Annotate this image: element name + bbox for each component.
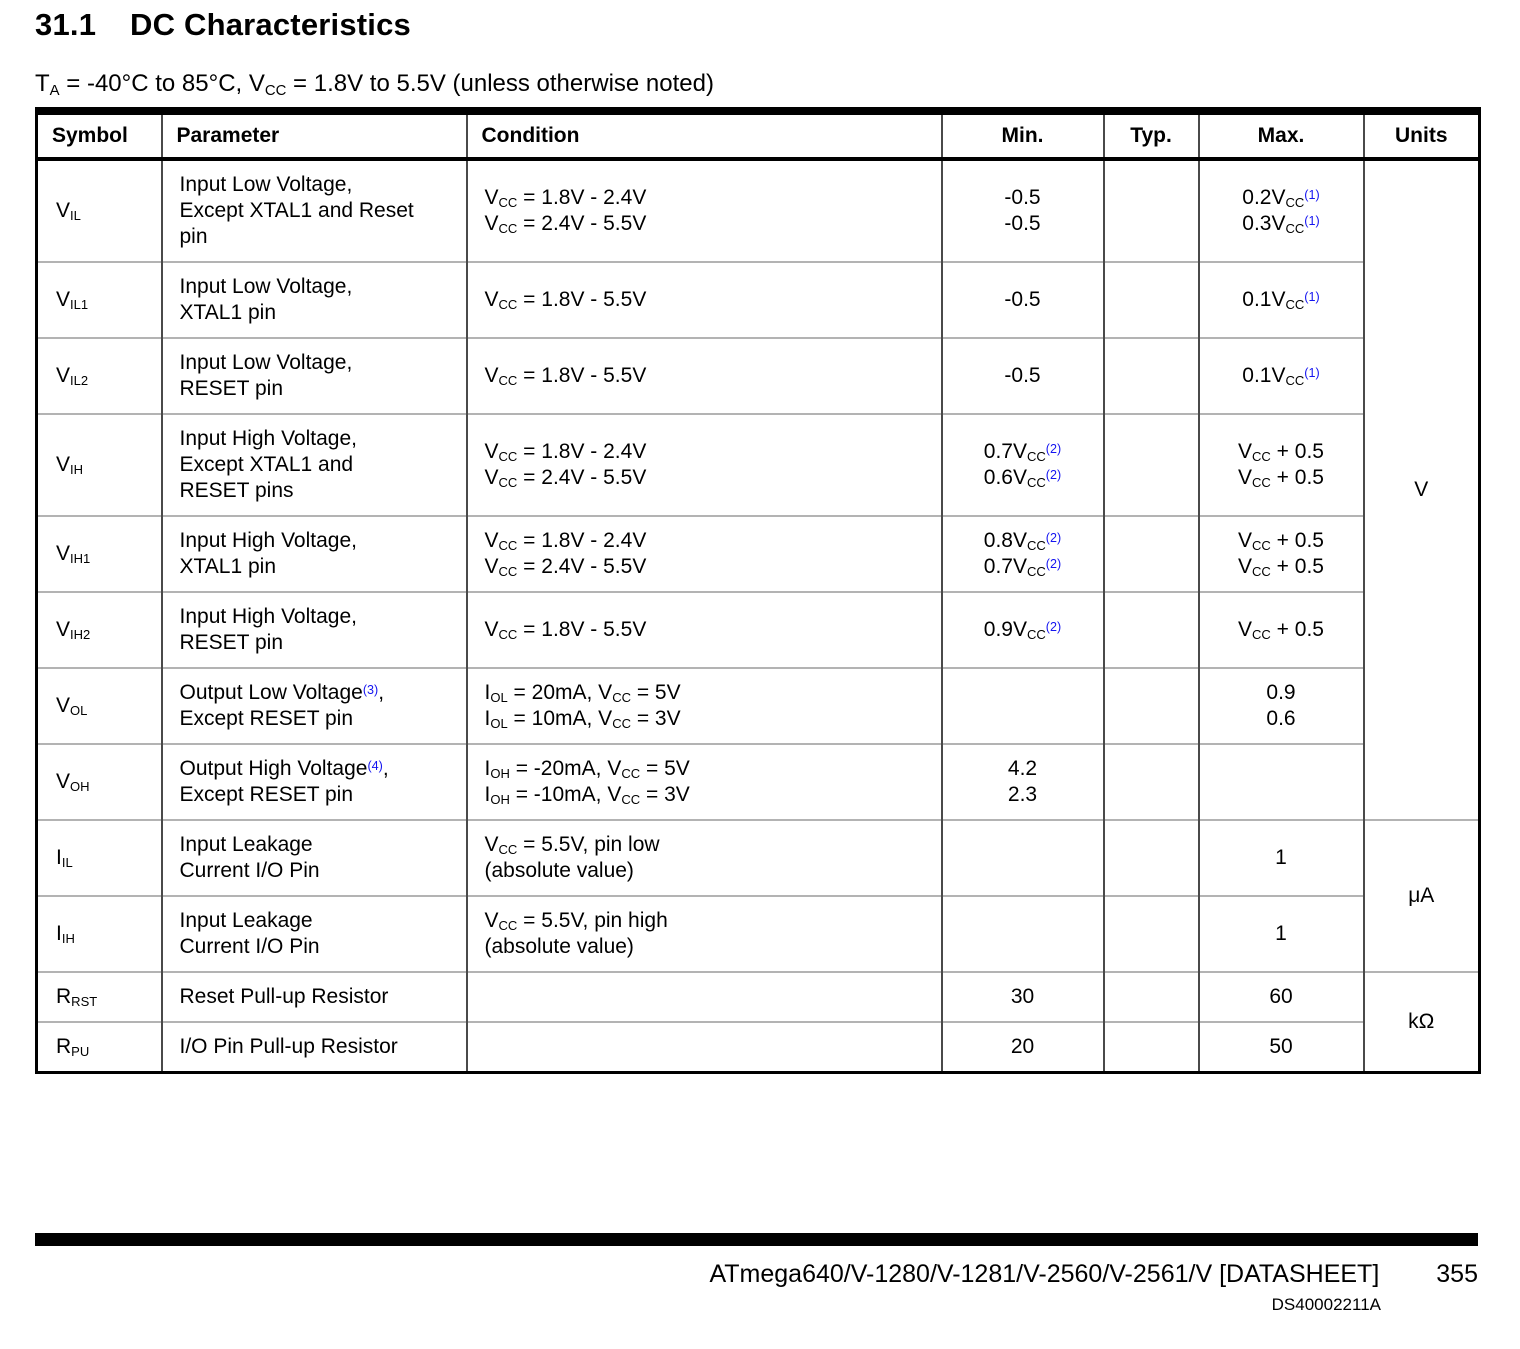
cell-condition-iih: $V_{CC} = 5.5V$, pin high (absolute value) xyxy=(467,896,942,972)
note-ref-link[interactable]: (1) xyxy=(1304,365,1320,380)
document-title: ATmega640/V-1280/V-1281/V-2560/V-2561/V [DATASHEET] xyxy=(709,1260,1380,1288)
table-row-vil2 xyxy=(37,338,1480,414)
subscript-text: IL2 xyxy=(70,373,89,389)
cell-typ-vil1 xyxy=(1104,262,1199,338)
cell-condition-vil2: $V_{CC} = 1.8V - 5.5V$ xyxy=(467,338,942,414)
table-header xyxy=(37,111,1480,159)
subscript-text: CC xyxy=(498,627,518,643)
column-header-max: Max. xyxy=(1199,111,1364,159)
cell-parameter-vil1: Input Low Voltage, XTAL1 pin xyxy=(162,262,467,338)
footer-title-line xyxy=(35,1260,1478,1289)
cell-parameter-vih2: Input High Voltage, RESET pin xyxy=(162,592,467,668)
cell-min-rrst: 30 xyxy=(942,972,1104,1022)
cell-condition-vih: $V_{CC} = 1.8V - 2.4V$ $V_{CC} = 2.4V - 5.5V$ xyxy=(467,414,942,516)
cell-typ-vih xyxy=(1104,414,1199,516)
subscript-text: CC xyxy=(498,538,518,554)
subscript-text: CC xyxy=(498,195,518,211)
section-heading xyxy=(35,7,1478,43)
cell-symbol-iih: $I_{IH}$ xyxy=(37,896,162,972)
subscript-text: IL1 xyxy=(70,297,89,313)
subscript-text: CC xyxy=(1026,538,1046,554)
cell-condition-vih1: $V_{CC} = 1.8V - 2.4V$ $V_{CC} = 2.4V - 5.5V$ xyxy=(467,516,942,592)
cell-parameter-vih: Input High Voltage, Except XTAL1 and RESET pins xyxy=(162,414,467,516)
table-row-vih xyxy=(37,414,1480,516)
note-ref-link[interactable]: (3) xyxy=(362,682,379,697)
subscript-text: OL xyxy=(70,703,88,719)
subscript-text: CC xyxy=(1252,564,1271,580)
cell-condition-voh: $I_{OH} = -20mA$, $V_{CC} = 5V$ $I_{OH} = -10mA$, $V_{CC} = 3V$ xyxy=(467,744,942,820)
cell-max-voh xyxy=(1199,744,1364,820)
subscript-text: CC xyxy=(498,475,518,491)
cell-parameter-vil: Input Low Voltage, Except XTAL1 and Reset pin xyxy=(162,159,467,262)
footer-rule xyxy=(35,1233,1478,1246)
cell-units-kohm: kΩ xyxy=(1364,972,1480,1073)
cell-symbol-vol: $V_{OL}$ xyxy=(37,668,162,744)
subscript-text: CC xyxy=(1026,449,1046,465)
cell-parameter-vil2: Input Low Voltage, RESET pin xyxy=(162,338,467,414)
cell-max-vil: $0.2V_{CC}^{(1)}$ $0.3V_{CC}^{(1)}$ xyxy=(1199,159,1364,262)
cell-typ-iih xyxy=(1104,896,1199,972)
cell-condition-vol: $I_{OL} = 20mA$, $V_{CC} = 5V$ $I_{OL} = 10mA$, $V_{CC} = 3V$ xyxy=(467,668,942,744)
subscript-text: CC xyxy=(621,766,641,782)
subscript-text: RST xyxy=(71,994,98,1010)
cell-min-voh: 4.2 2.3 xyxy=(942,744,1104,820)
cell-parameter-rpu: I/O Pin Pull-up Resistor xyxy=(162,1022,467,1073)
cell-min-vol xyxy=(942,668,1104,744)
cell-parameter-iih: Input Leakage Current I/O Pin xyxy=(162,896,467,972)
page-title: DC Characteristics xyxy=(130,7,411,42)
table-body xyxy=(37,159,1480,1073)
cell-symbol-vih1: $V_{IH1}$ xyxy=(37,516,162,592)
table-row-vil xyxy=(37,159,1480,262)
table-row-voh xyxy=(37,744,1480,820)
subscript-text: CC xyxy=(621,792,641,808)
subscript-text: CC xyxy=(612,716,631,732)
note-ref-link[interactable]: (2) xyxy=(1045,556,1062,571)
subscript-text: OH xyxy=(70,779,90,795)
cell-symbol-rrst: $R_{RST}$ xyxy=(37,972,162,1022)
page-footer xyxy=(35,1233,1478,1315)
cell-typ-vil xyxy=(1104,159,1199,262)
table-row-rrst xyxy=(37,972,1480,1022)
subscript-text: CC xyxy=(1252,475,1271,491)
cell-typ-rrst xyxy=(1104,972,1199,1022)
column-header-min: Min. xyxy=(942,111,1104,159)
table-row-vih2 xyxy=(37,592,1480,668)
column-header-units: Units xyxy=(1364,111,1480,159)
cell-units-v: V xyxy=(1364,159,1480,820)
subscript-text: CC xyxy=(498,221,518,237)
column-header-condition: Condition xyxy=(467,111,942,159)
table-row-rpu xyxy=(37,1022,1480,1073)
cell-typ-vil2 xyxy=(1104,338,1199,414)
note-ref-link[interactable]: (1) xyxy=(1304,289,1320,304)
note-ref-link[interactable]: (2) xyxy=(1045,467,1062,482)
cell-condition-vil1: $V_{CC} = 1.8V - 5.5V$ xyxy=(467,262,942,338)
cell-max-iih: 1 xyxy=(1199,896,1364,972)
cell-symbol-vil2: $V_{IL2}$ xyxy=(37,338,162,414)
cell-symbol-iil: $I_{IL}$ xyxy=(37,820,162,896)
cell-max-vih2: $V_{CC} + 0.5$ xyxy=(1199,592,1364,668)
column-header-parameter: Parameter xyxy=(162,111,467,159)
cell-condition-rpu xyxy=(467,1022,942,1073)
section-number: 31.1 xyxy=(35,7,97,42)
note-ref-link[interactable]: (4) xyxy=(367,758,383,773)
cell-typ-vih2 xyxy=(1104,592,1199,668)
cell-parameter-iil: Input Leakage Current I/O Pin xyxy=(162,820,467,896)
table-row-vil1 xyxy=(37,262,1480,338)
cell-min-vil: -0.5 -0.5 xyxy=(942,159,1104,262)
document-id: DS40002211A xyxy=(1271,1295,1381,1314)
cell-parameter-vol: Output Low Voltage$^{(3)}$, Except RESET pin xyxy=(162,668,467,744)
subscript-text: OH xyxy=(490,792,510,808)
page-content xyxy=(35,0,1478,1074)
dc-characteristics-table xyxy=(35,107,1481,1074)
note-ref-link[interactable]: (1) xyxy=(1304,213,1320,228)
cell-min-vil1: -0.5 xyxy=(942,262,1104,338)
cell-typ-vol xyxy=(1104,668,1199,744)
subscript-text: IH xyxy=(61,931,75,947)
note-ref-link[interactable]: (2) xyxy=(1045,441,1062,456)
cell-units-ua: μA xyxy=(1364,820,1480,972)
cell-symbol-vih: $V_{IH}$ xyxy=(37,414,162,516)
subscript-text: PU xyxy=(71,1044,90,1060)
cell-condition-vil: $V_{CC} = 1.8V - 2.4V$ $V_{CC} = 2.4V - 5.5V$ xyxy=(467,159,942,262)
page-number: 355 xyxy=(1436,1260,1478,1288)
cell-max-iil: 1 xyxy=(1199,820,1364,896)
cell-min-vih1: $0.8V_{CC}^{(2)}$ $0.7V_{CC}^{(2)}$ xyxy=(942,516,1104,592)
cell-typ-rpu xyxy=(1104,1022,1199,1073)
cell-parameter-vih1: Input High Voltage, XTAL1 pin xyxy=(162,516,467,592)
subscript-text: IL xyxy=(70,208,81,224)
cell-min-vih: $0.7V_{CC}^{(2)}$ $0.6V_{CC}^{(2)}$ xyxy=(942,414,1104,516)
cell-parameter-voh: Output High Voltage$^{(4)}$, Except RESET pin xyxy=(162,744,467,820)
subscript-text: CC xyxy=(1285,195,1305,211)
subscript-text: CC xyxy=(498,373,518,389)
subscript-text: CC xyxy=(498,297,518,313)
cell-symbol-rpu: $R_{PU}$ xyxy=(37,1022,162,1073)
subscript-text: CC xyxy=(1026,564,1046,580)
subscript-text: IH1 xyxy=(70,551,91,567)
cell-max-rrst: 60 xyxy=(1199,972,1364,1022)
subscript-text: CC xyxy=(612,690,631,706)
subscript-text: CC xyxy=(498,564,518,580)
cell-min-rpu: 20 xyxy=(942,1022,1104,1073)
cell-typ-iil xyxy=(1104,820,1199,896)
cell-symbol-vil: $V_{IL}$ xyxy=(37,159,162,262)
subscript-text: A xyxy=(49,82,60,99)
column-header-symbol: Symbol xyxy=(37,111,162,159)
subscript-text: IH xyxy=(70,462,84,478)
cell-max-vih: $V_{CC} + 0.5$ $V_{CC} + 0.5$ xyxy=(1199,414,1364,516)
cell-min-iih xyxy=(942,896,1104,972)
cell-condition-iil: $V_{CC} = 5.5V$, pin low (absolute value) xyxy=(467,820,942,896)
cell-max-vil2: $0.1V_{CC}^{(1)}$ xyxy=(1199,338,1364,414)
cell-min-iil xyxy=(942,820,1104,896)
subscript-text: IL xyxy=(61,855,73,871)
cell-typ-voh xyxy=(1104,744,1199,820)
column-header-typ: Typ. xyxy=(1104,111,1199,159)
table-header-row xyxy=(37,111,1480,159)
subscript-text: CC xyxy=(1026,475,1046,491)
subscript-text: CC xyxy=(1285,373,1305,389)
table-row-vih1 xyxy=(37,516,1480,592)
note-ref-link[interactable]: (2) xyxy=(1045,530,1062,545)
cell-max-vih1: $V_{CC} + 0.5$ $V_{CC} + 0.5$ xyxy=(1199,516,1364,592)
table-row-iil xyxy=(37,820,1480,896)
cell-min-vih2: $0.9V_{CC}^{(2)}$ xyxy=(942,592,1104,668)
subscript-text: CC xyxy=(1252,538,1271,554)
subscript-text: CC xyxy=(498,449,518,465)
subscript-text: CC xyxy=(1252,627,1271,643)
table-row-vol xyxy=(37,668,1480,744)
cell-symbol-voh: $V_{OH}$ xyxy=(37,744,162,820)
subscript-text: CC xyxy=(498,842,518,858)
note-ref-link[interactable]: (1) xyxy=(1304,187,1320,202)
cell-max-rpu: 50 xyxy=(1199,1022,1364,1073)
cell-min-vil2: -0.5 xyxy=(942,338,1104,414)
subscript-text: OL xyxy=(490,716,508,732)
subscript-text: OL xyxy=(490,690,508,706)
note-ref-link[interactable]: (2) xyxy=(1045,619,1062,634)
subscript-text: CC xyxy=(498,918,518,934)
subscript-text: OH xyxy=(490,766,510,782)
subscript-text: CC xyxy=(264,82,287,99)
cell-symbol-vil1: $V_{IL1}$ xyxy=(37,262,162,338)
cell-typ-vih1 xyxy=(1104,516,1199,592)
cell-max-vil1: $0.1V_{CC}^{(1)}$ xyxy=(1199,262,1364,338)
cell-symbol-vih2: $V_{IH2}$ xyxy=(37,592,162,668)
subscript-text: CC xyxy=(1252,449,1271,465)
cell-condition-vih2: $V_{CC} = 1.8V - 5.5V$ xyxy=(467,592,942,668)
subscript-text: CC xyxy=(1285,297,1305,313)
subscript-text: CC xyxy=(1026,627,1046,643)
cell-parameter-rrst: Reset Pull-up Resistor xyxy=(162,972,467,1022)
subscript-text: IH2 xyxy=(70,627,91,643)
conditions-note: $T_A = -40^\circ C$ to 85°C, $V_{CC} = 1.8V$ to 5.5V (unless otherwise noted) xyxy=(35,70,714,99)
cell-max-vol: 0.9 0.6 xyxy=(1199,668,1364,744)
subscript-text: CC xyxy=(1285,221,1305,237)
table-row-iih xyxy=(37,896,1480,972)
cell-condition-rrst xyxy=(467,972,942,1022)
